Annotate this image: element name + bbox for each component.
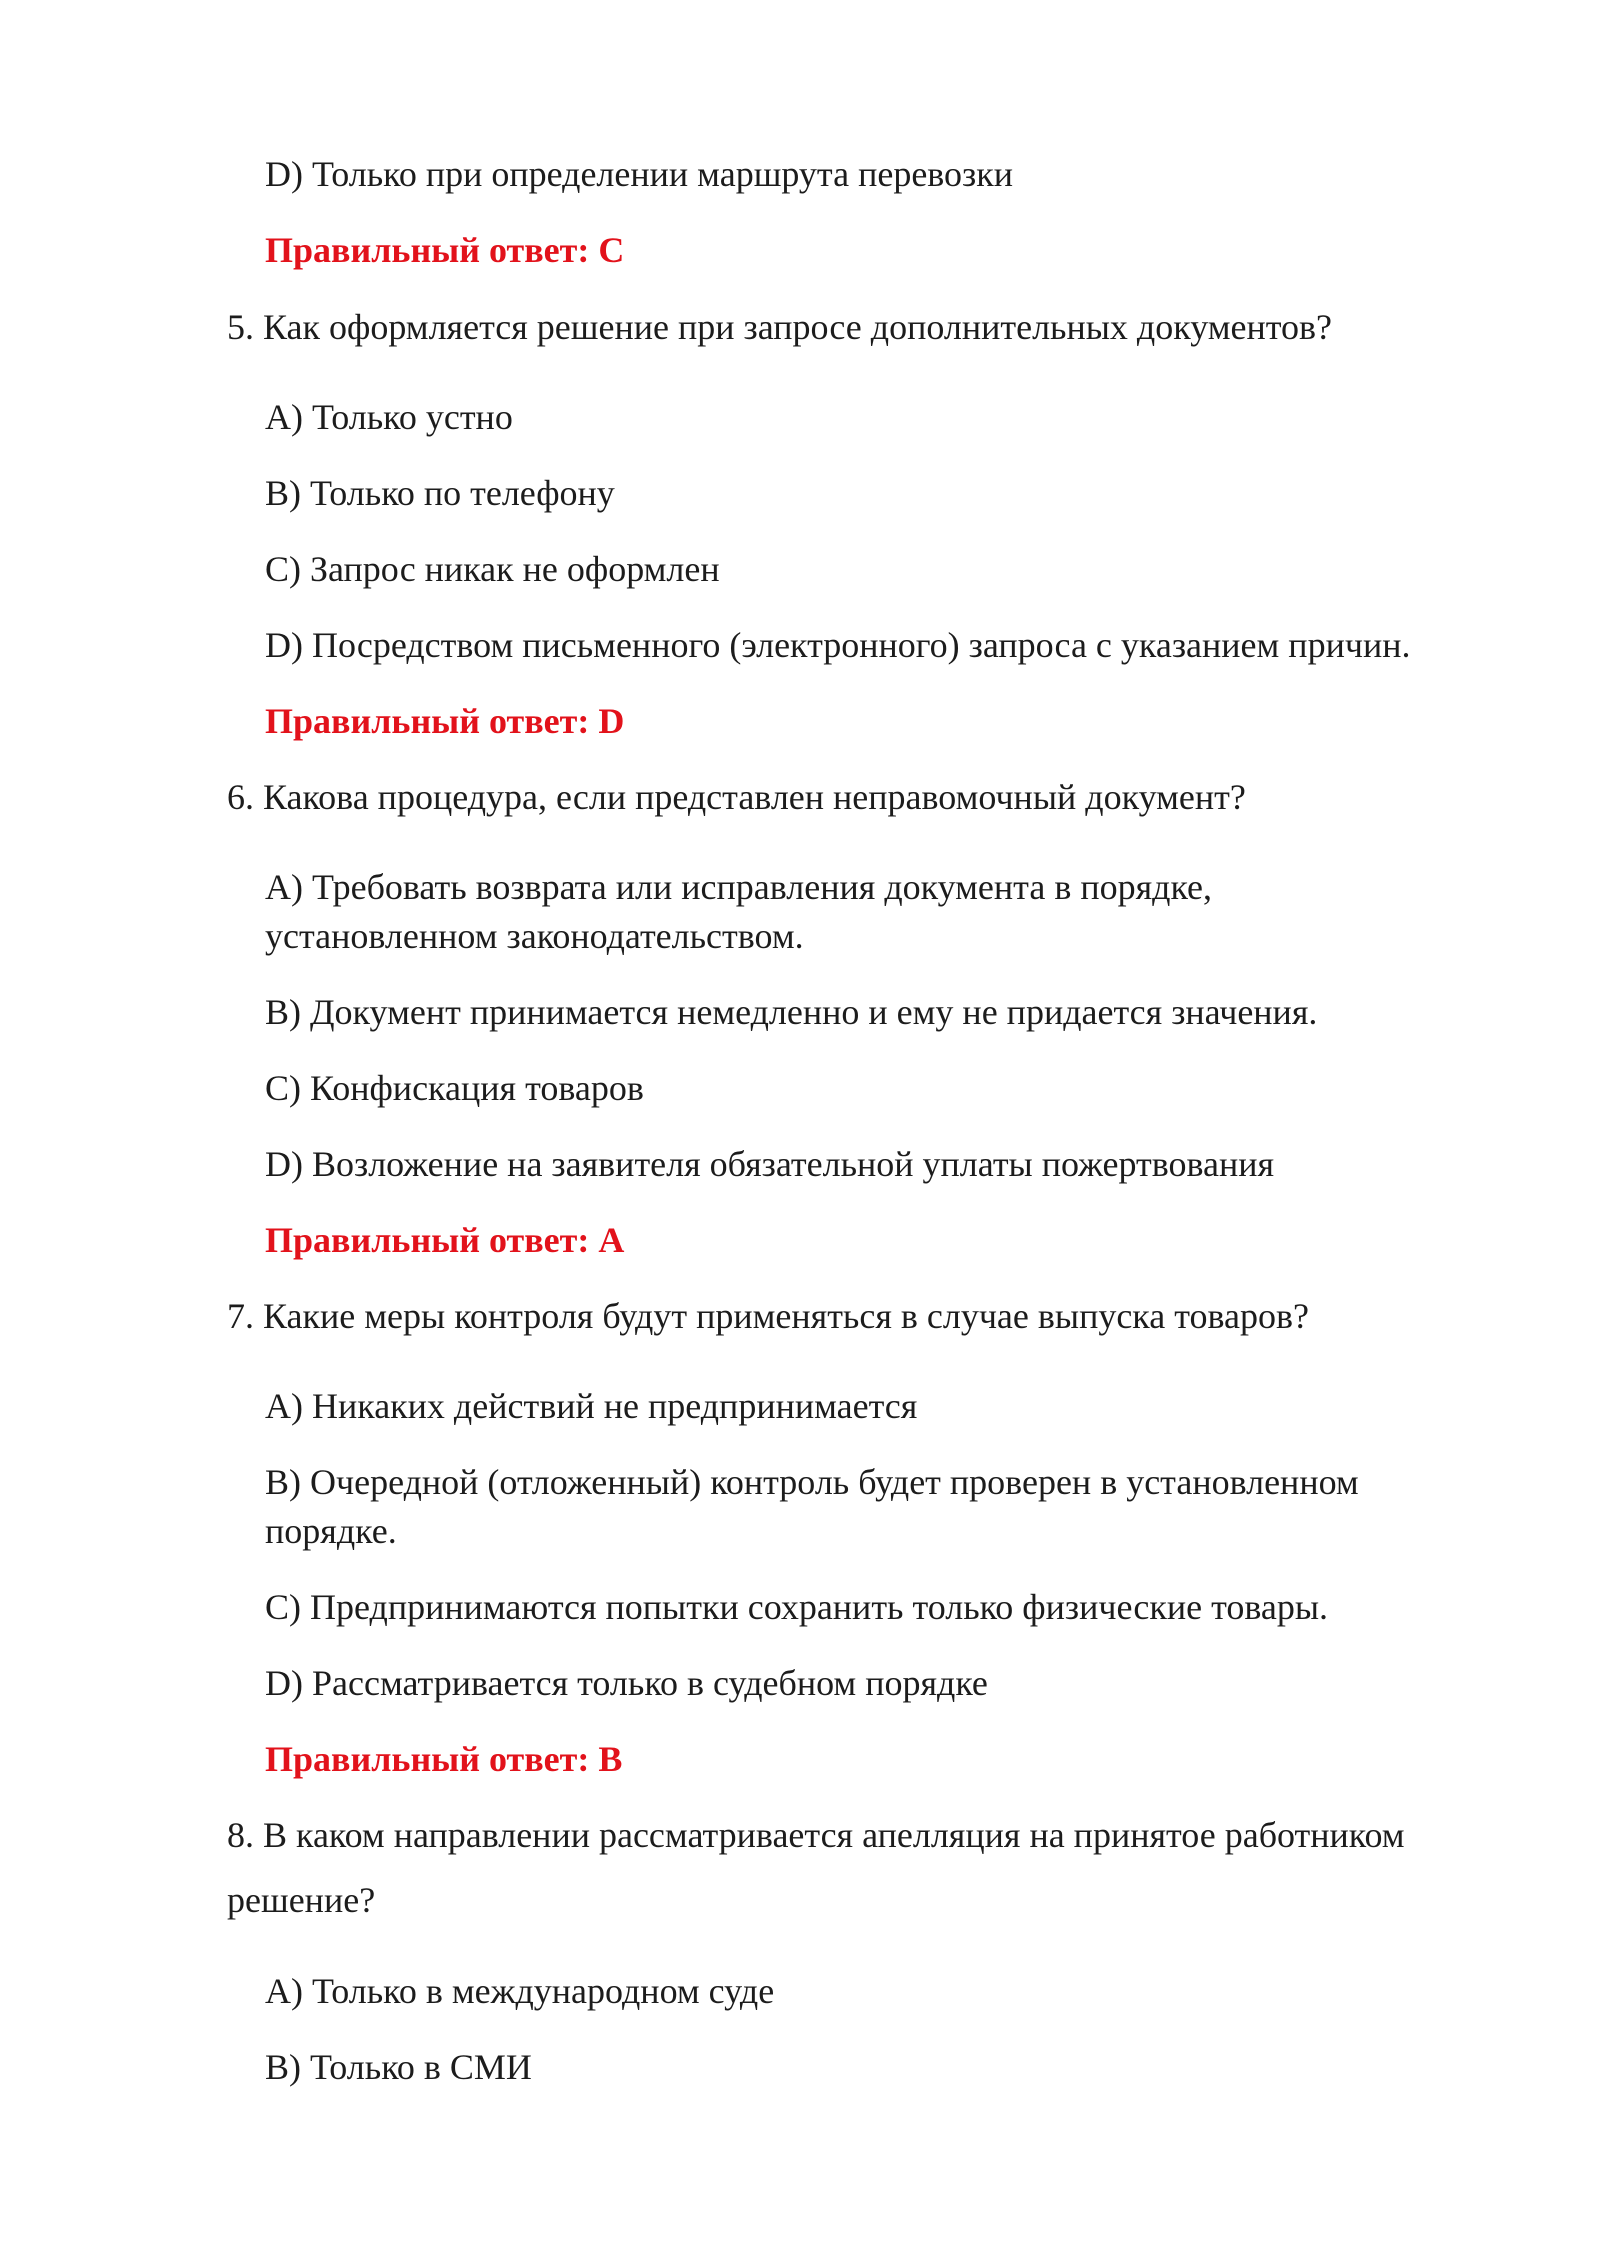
q7-option-d: D) Рассматривается только в судебном порядке — [265, 1663, 988, 1703]
question-7: 7. Какие меры контроля будут применяться в случае выпуска товаров? — [227, 1296, 1309, 1336]
q7-option-a: A) Никаких действий не предпринимается — [265, 1386, 918, 1426]
q5-option-b: B) Только по телефону — [265, 473, 615, 513]
q8-option-a: A) Только в международном суде — [265, 1971, 775, 2011]
q7-option-c: C) Предпринимаются попытки сохранить только физические товары. — [265, 1587, 1329, 1627]
question-8: 8. В каком направлении рассматривается апелляция на принятое работником — [227, 1815, 1405, 1855]
q7-correct-answer: Правильный ответ: B — [265, 1739, 623, 1779]
q5-option-c: C) Запрос никак не оформлен — [265, 549, 720, 589]
q4-option-d: D) Только при определении маршрута перевозки — [265, 154, 1014, 194]
q6-option-a: A) Требовать возврата или исправления документа в порядке, — [265, 867, 1213, 907]
q5-option-a: A) Только устно — [265, 397, 513, 437]
q8-option-b: B) Только в СМИ — [265, 2047, 532, 2087]
q6-option-b: B) Документ принимается немедленно и ему не придается значения. — [265, 992, 1318, 1032]
question-8-continued: решение? — [227, 1880, 376, 1920]
q6-option-a-continued: установленном законодательством. — [265, 916, 804, 956]
q6-option-c: C) Конфискация товаров — [265, 1068, 644, 1108]
question-6: 6. Какова процедура, если представлен неправомочный документ? — [227, 777, 1246, 817]
q7-option-b-continued: порядке. — [265, 1511, 397, 1551]
q6-correct-answer: Правильный ответ: A — [265, 1220, 625, 1260]
q7-option-b: B) Очередной (отложенный) контроль будет проверен в установленном — [265, 1462, 1359, 1502]
q6-option-d: D) Возложение на заявителя обязательной уплаты пожертвования — [265, 1144, 1275, 1184]
question-5: 5. Как оформляется решение при запросе дополнительных документов? — [227, 307, 1333, 347]
q5-option-d: D) Посредством письменного (электронного) запроса с указанием причин. — [265, 625, 1411, 665]
q4-correct-answer: Правильный ответ: C — [265, 230, 625, 270]
q5-correct-answer: Правильный ответ: D — [265, 701, 625, 741]
